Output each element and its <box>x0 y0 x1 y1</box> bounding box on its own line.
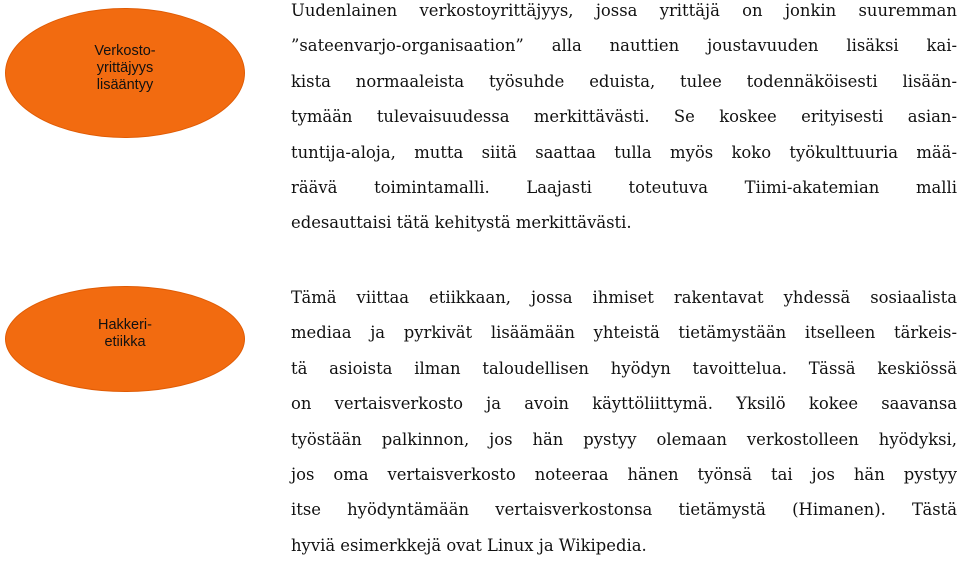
text-line: räävä toimintamalli. Laajasti toteutuva Tiimi-akatemian malli <box>291 178 957 198</box>
ellipse-verkostoyrittajyys <box>5 8 245 138</box>
text-line: kista normaaleista työsuhde eduista, tulee todennäköisesti lisään- <box>291 71 957 91</box>
text-line: hyviä esimerkkejä ovat Linux ja Wikipedia. <box>291 535 647 555</box>
paragraph-hakkerietiikka <box>291 280 957 563</box>
ellipse-label: Hakkeri- etiikka <box>98 317 152 350</box>
text-line: tymään tulevaisuudessa merkittävästi. Se koskee erityisesti asian- <box>291 107 957 127</box>
text-line: työstään palkinnon, jos hän pystyy olemaan verkostolleen hyödyksi, <box>291 429 957 449</box>
text-line: ”sateenvarjo-organisaation” alla nauttien joustavuuden lisäksi kai- <box>291 36 957 56</box>
text-line: edesauttaisi tätä kehitystä merkittävästi. <box>291 213 632 233</box>
paragraph-verkostoyrittajyys <box>291 0 957 241</box>
ellipse-hakkerietiikka <box>5 286 245 392</box>
text-line: itse hyödyntämään vertaisverkostonsa tietämystä (Himanen). Tästä <box>291 500 957 520</box>
text-line: tuntija-aloja, mutta siitä saattaa tulla myös koko työkulttuuria mää- <box>291 142 957 162</box>
text-line: tä asioista ilman taloudellisen hyödyn tavoittelua. Tässä keskiössä <box>291 358 957 378</box>
ellipse-label: Verkosto- yrittäjyys lisääntyy <box>94 42 156 93</box>
text-line: mediaa ja pyrkivät lisäämään yhteistä tietämystään itselleen tärkeis- <box>291 323 957 343</box>
text-line: Uudenlainen verkostoyrittäjyys, jossa yrittäjä on jonkin suuremman <box>291 1 957 20</box>
text-line: jos oma vertaisverkosto noteeraa hänen työnsä tai jos hän pystyy <box>291 465 957 485</box>
text-line: on vertaisverkosto ja avoin käyttöliittymä. Yksilö kokee saavansa <box>291 394 957 414</box>
text-line: Tämä viittaa etiikkaan, jossa ihmiset rakentavat yhdessä sosiaalista <box>291 288 957 307</box>
